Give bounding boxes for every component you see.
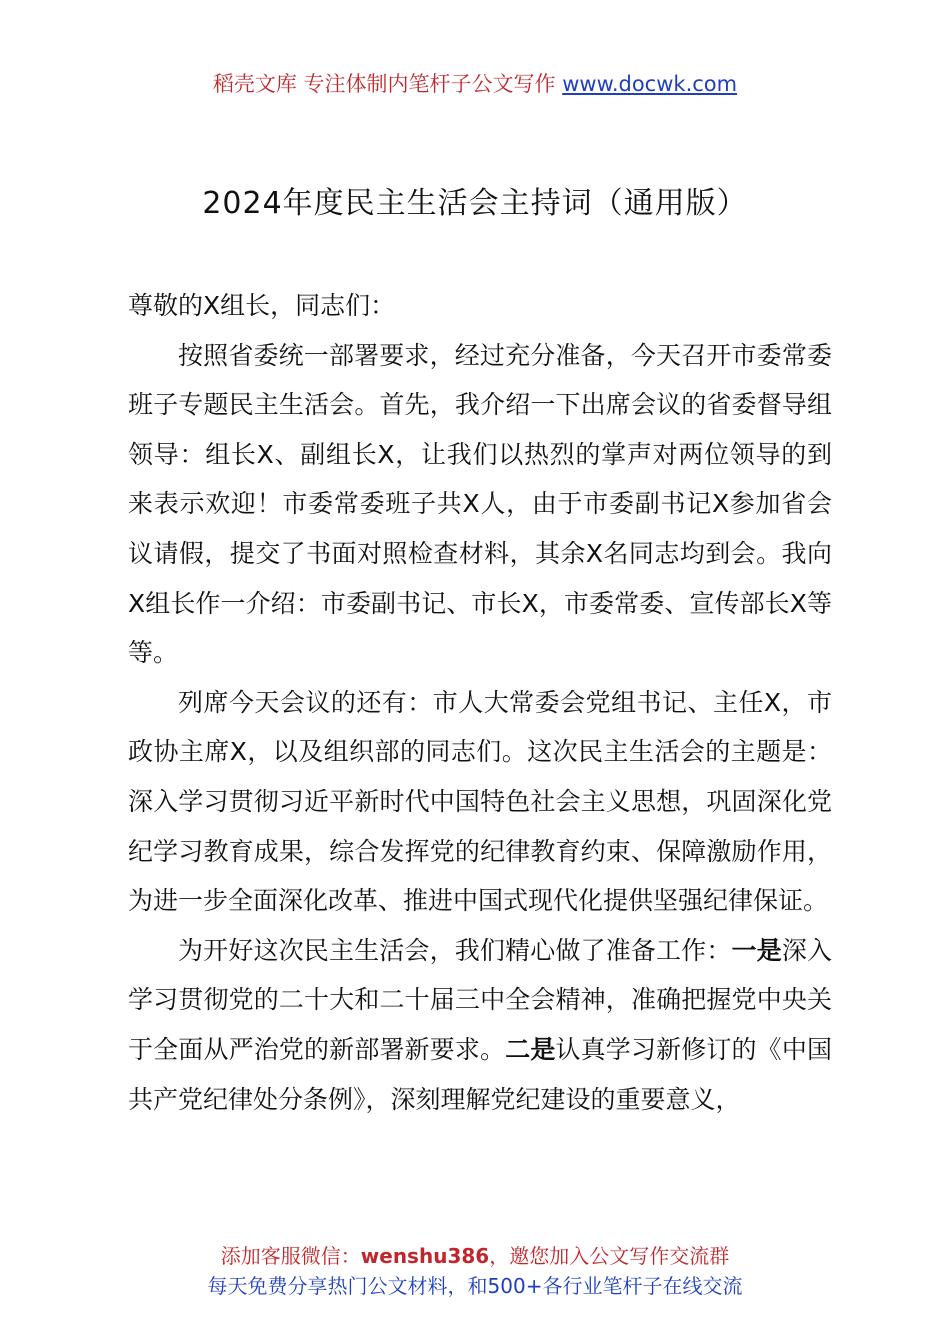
document-body <box>128 281 832 1124</box>
footer-contact-suffix: ，邀您加入公文写作交流群 <box>489 1244 730 1268</box>
site-brand: 稻壳文库 专注体制内笔杆子公文写作 <box>212 72 563 96</box>
site-url-link[interactable]: www.docwk.com <box>562 72 738 96</box>
footer-contact-line <box>0 1241 950 1271</box>
wechat-id: wenshu386 <box>360 1244 490 1268</box>
first-point-text: 深入学习贯彻党的二十大和二十届三中全会精神，准确把握党中央关于全面从严治党的新部署新要求。 <box>128 935 832 1064</box>
footer-contact-prefix: 添加客服微信： <box>220 1244 361 1268</box>
second-point-text: 认真学习新修订的《中国共产党纪律处分条例》，深刻理解党纪建设的重要意义， <box>128 1034 832 1114</box>
footer-promo-line: 每天免费分享热门公文材料，和500+各行业笔杆子在线交流 <box>207 1274 743 1298</box>
site-footer <box>0 1241 950 1301</box>
preparation-intro: 为开好这次民主生活会，我们精心做了准备工作： <box>178 935 732 965</box>
site-header <box>0 70 950 98</box>
first-point-label: 一是 <box>731 935 782 965</box>
paragraph-preparation <box>128 926 832 1124</box>
paragraph-theme: 列席今天会议的还有：市人大常委会党组书记、主任X，市政协主席X，以及组织部的同志们。这次民主生活会的主题是：深入学习贯彻习近平新时代中国特色社会主义思想，巩固深化党纪学习教育成果，综合发挥党的纪律教育约束、保障激励作用，为进一步全面深化改革、推进中国式现代化提供坚强纪律保证。 <box>128 687 832 916</box>
paragraph-attendance: 按照省委统一部署要求，经过充分准备，今天召开市委常委班子专题民主生活会。首先，我介绍一下出席会议的省委督导组领导：组长X、副组长X，让我们以热烈的掌声对两位领导的到来表示欢迎！市委常委班子共X人，由于市委副书记X参加省会议请假，提交了书面对照检查材料，其余X名同志均到会。我向X组长作一介绍：市委副书记、市长X，市委常委、宣传部长X等等。 <box>128 340 832 668</box>
second-point-label: 二是 <box>505 1034 556 1064</box>
document-title: 2024年度民主生活会主持词（通用版） <box>202 186 748 221</box>
greeting: 尊敬的X组长，同志们： <box>128 291 396 320</box>
